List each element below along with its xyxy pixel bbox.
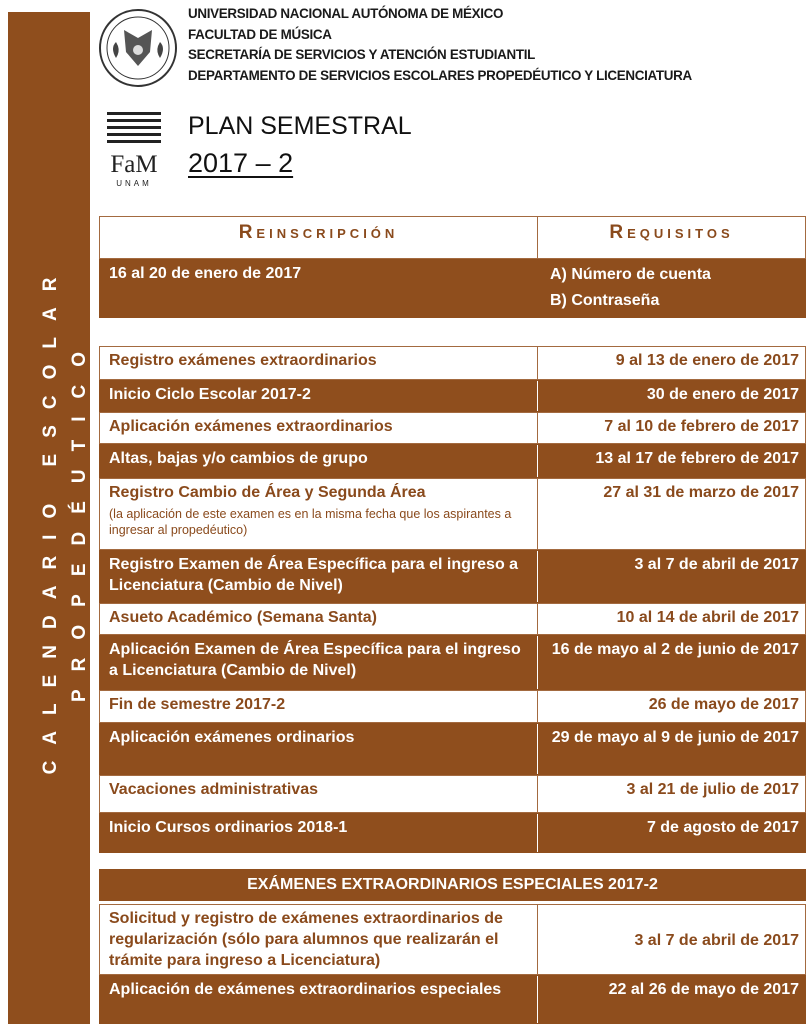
event-date-cell: [537, 724, 805, 774]
event-date-cell: [537, 445, 805, 477]
institution-header: [188, 4, 803, 86]
event-label: Inicio Ciclo Escolar 2017-2: [109, 386, 311, 403]
event-date-cell: [537, 479, 805, 549]
requisito-item: B) Contraseña: [550, 292, 660, 309]
event-label-cell: [100, 479, 537, 549]
event-label: Aplicación Examen de Área Específica para el ingreso a Licenciatura (Cambio de Nivel): [109, 641, 521, 679]
event-label-cell: [100, 976, 537, 1023]
event-date: 29 de mayo al 9 de junio de 2017: [551, 729, 799, 746]
event-label: Registro Cambio de Área y Segunda Área: [109, 484, 426, 501]
sidebar-propedeutico: PROPEDÉUTICO: [69, 333, 90, 703]
event-label-cell: [100, 776, 537, 812]
event-label-cell: [100, 445, 537, 477]
event-date: 22 al 26 de mayo de 2017: [608, 981, 799, 998]
table-row: [99, 380, 806, 412]
table-row: [99, 635, 806, 690]
event-date: 3 al 7 de abril de 2017: [634, 932, 799, 949]
event-label-cell: [100, 691, 537, 722]
event-date-cell: [537, 814, 805, 852]
header-line-university: UNIVERSIDAD NACIONAL AUTÓNOMA DE MÉXICO: [188, 6, 504, 21]
event-date: 13 al 17 de febrero de 2017: [595, 450, 799, 467]
reinscripcion-header-label: Reinscripción: [238, 222, 399, 243]
event-note: (la aplicación de este examen es en la misma fecha que los aspirantes a ingresar al propedéutico): [109, 507, 512, 537]
event-date-cell: [537, 976, 805, 1023]
vertical-sidebar-banner: [8, 12, 90, 1024]
event-date: 27 al 31 de marzo de 2017: [603, 484, 799, 501]
table-row: [99, 346, 806, 380]
table-row: [99, 412, 806, 444]
event-label-cell: [100, 413, 537, 443]
event-date-cell: [537, 604, 805, 634]
event-label-cell: [100, 347, 537, 379]
header-line-secretariat: SECRETARÍA DE SERVICIOS Y ATENCIÓN ESTUDIANTIL: [188, 47, 536, 62]
plan-period: 2017 – 2: [188, 148, 294, 178]
event-label-cell: [100, 604, 537, 634]
event-date: 10 al 14 de abril de 2017: [616, 609, 799, 626]
event-date: 30 de enero de 2017: [646, 386, 799, 403]
event-label-cell: [100, 905, 537, 974]
event-date: 16 de mayo al 2 de junio de 2017: [551, 641, 799, 658]
fam-logo-icon: [103, 110, 165, 188]
event-date: 3 al 21 de julio de 2017: [626, 781, 799, 798]
header-line-faculty: FACULTAD DE MÚSICA: [188, 26, 332, 42]
event-date: 9 al 13 de enero de 2017: [615, 352, 799, 369]
fam-logo-text: FaM: [110, 151, 158, 178]
table-row: [99, 975, 806, 1024]
event-date-cell: [537, 905, 805, 974]
event-date-cell: [537, 381, 805, 411]
requisito-item: A) Número de cuenta: [550, 266, 711, 283]
event-label: Aplicación de exámenes extraordinarios especiales: [109, 981, 502, 998]
event-date: 7 al 10 de febrero de 2017: [604, 418, 799, 435]
event-label-cell: [100, 814, 537, 852]
table-row: [99, 603, 806, 635]
event-date: 3 al 7 de abril de 2017: [634, 556, 799, 573]
reinscripcion-header: [100, 217, 537, 258]
event-label: Aplicación exámenes ordinarios: [109, 729, 355, 746]
event-label: Registro Examen de Área Específica para el ingreso a Licenciatura (Cambio de Nivel): [109, 556, 519, 594]
table-row: [99, 775, 806, 813]
sidebar-calendario-escolar: CALENDARIO ESCOLAR: [40, 261, 61, 775]
especiales-title: EXÁMENES EXTRAORDINARIOS ESPECIALES 2017-2: [99, 869, 806, 901]
table-row: [99, 478, 806, 550]
event-label-cell: [100, 636, 537, 689]
table-row: [99, 904, 806, 975]
event-label: Inicio Cursos ordinarios 2018-1: [109, 819, 348, 836]
event-date-cell: [537, 691, 805, 722]
table-row: [99, 813, 806, 853]
plan-title: PLAN SEMESTRAL: [188, 112, 412, 140]
table-row: [99, 723, 806, 775]
table-row: [99, 690, 806, 723]
requisitos-list: [550, 262, 711, 314]
reinscripcion-date: 16 al 20 de enero de 2017: [109, 265, 302, 282]
event-label: Asueto Académico (Semana Santa): [109, 609, 377, 626]
event-label: Vacaciones administrativas: [109, 781, 318, 798]
requisitos-header-label: Requisitos: [609, 222, 734, 243]
event-date: 26 de mayo de 2017: [648, 696, 799, 713]
reinscripcion-data-row: [99, 259, 806, 318]
event-label: Altas, bajas y/o cambios de grupo: [109, 450, 368, 467]
event-label: Fin de semestre 2017-2: [109, 696, 286, 713]
header-line-department: DEPARTAMENTO DE SERVICIOS ESCOLARES PROPEDÉUTICO Y LICENCIATURA: [188, 67, 692, 83]
event-label: Registro exámenes extraordinarios: [109, 352, 377, 369]
unam-seal-icon: [98, 8, 178, 88]
table-row: [99, 550, 806, 603]
event-date-cell: [537, 347, 805, 379]
event-date: 7 de agosto de 2017: [646, 819, 799, 836]
event-label-cell: [100, 724, 537, 774]
event-date-cell: [537, 636, 805, 689]
event-date-cell: [537, 413, 805, 443]
event-label: Aplicación exámenes extraordinarios: [109, 418, 393, 435]
event-date-cell: [537, 776, 805, 812]
reinscripcion-header-row: [99, 216, 806, 259]
reinscripcion-date-cell: [100, 260, 537, 317]
table-row: [99, 444, 806, 478]
event-label-cell: [100, 381, 537, 411]
fam-logo-subtext: UNAM: [116, 179, 152, 188]
requisitos-header: [537, 217, 805, 258]
event-label: Solicitud y registro de exámenes extraordinarios de regularización (sólo para alumnos que realizarán el trámite para ingreso a Licenciatura): [109, 910, 503, 969]
event-date-cell: [537, 551, 805, 602]
event-label-cell: [100, 551, 537, 602]
